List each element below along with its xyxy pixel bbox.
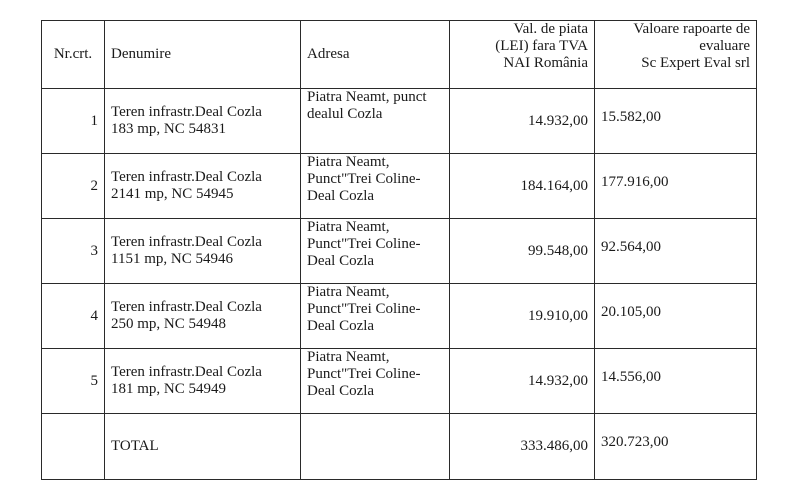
row-valoare-rapoarte [595,89,757,154]
table-row [42,349,757,414]
denumire-line: 1151 mp, NC 54946 [111,251,233,267]
row-denumire [105,154,301,219]
table-row [42,284,757,349]
adresa-line: Punct"Trei Coline- [307,301,421,317]
adresa-line: Piatra Neamt, [307,284,390,300]
denumire-line: 181 mp, NC 54949 [111,381,227,397]
valoare-rapoarte-value: 20.105,00 [601,303,661,320]
header-valoare-rapoarte [595,21,757,89]
denumire-line: 183 mp, NC 54831 [111,121,227,137]
row-denumire [105,349,301,414]
total-label: TOTAL [105,414,301,480]
row-adresa [301,89,450,154]
total-number-cell [42,414,105,480]
header-valoare-rapoarte-line: Valoare rapoarte de [633,21,750,37]
row-valoare-rapoarte [595,154,757,219]
row-adresa [301,349,450,414]
adresa-line: Punct"Trei Coline- [307,171,421,187]
denumire-line: Teren infrastr.Deal Cozla [111,234,262,250]
adresa-line: Deal Cozla [307,383,375,399]
header-adresa: Adresa [301,21,450,89]
adresa-line: dealul Cozla [307,106,383,122]
header-val-piata [450,21,595,89]
denumire-line: Teren infrastr.Deal Cozla [111,169,262,185]
row-denumire [105,89,301,154]
adresa-line: Punct"Trei Coline- [307,236,421,252]
adresa-line: Piatra Neamt, [307,154,390,170]
adresa-line: Deal Cozla [307,318,375,334]
header-valoare-rapoarte-line: Sc Expert Eval srl [641,55,750,71]
row-number: 3 [42,219,105,284]
adresa-line: Punct"Trei Coline- [307,366,421,382]
total-valoare-rapoarte [595,414,757,480]
valoare-rapoarte-value: 92.564,00 [601,238,661,255]
header-nr: Nr.crt. [42,21,105,89]
row-number: 1 [42,89,105,154]
row-valoare-rapoarte [595,284,757,349]
row-denumire [105,219,301,284]
adresa-line: Deal Cozla [307,188,375,204]
adresa-line: Piatra Neamt, punct [307,89,427,105]
header-val-piata-line: (LEI) fara TVA [495,38,588,54]
table-row [42,154,757,219]
valoare-rapoarte-value: 15.582,00 [601,108,661,125]
adresa-line: Piatra Neamt, [307,219,390,235]
row-adresa [301,219,450,284]
row-adresa [301,154,450,219]
row-valoare-rapoarte [595,219,757,284]
row-val-piata: 99.548,00 [450,219,595,284]
total-val-piata: 333.486,00 [450,414,595,480]
total-adresa-cell [301,414,450,480]
table-row [42,89,757,154]
header-denumire: Denumire [105,21,301,89]
denumire-line: Teren infrastr.Deal Cozla [111,299,262,315]
denumire-line: Teren infrastr.Deal Cozla [111,364,262,380]
row-number: 2 [42,154,105,219]
row-val-piata: 14.932,00 [450,349,595,414]
row-valoare-rapoarte [595,349,757,414]
adresa-line: Piatra Neamt, [307,349,390,365]
total-valoare-rapoarte-value: 320.723,00 [601,434,669,450]
row-val-piata: 14.932,00 [450,89,595,154]
row-val-piata: 19.910,00 [450,284,595,349]
header-val-piata-line: NAI România [503,55,588,71]
denumire-line: 250 mp, NC 54948 [111,316,227,332]
header-val-piata-line: Val. de piata [513,21,588,37]
row-number: 4 [42,284,105,349]
valuation-table [41,20,757,480]
valoare-rapoarte-value: 14.556,00 [601,368,661,385]
denumire-line: 2141 mp, NC 54945 [111,186,234,202]
row-val-piata: 184.164,00 [450,154,595,219]
adresa-line: Deal Cozla [307,253,375,269]
row-adresa [301,284,450,349]
header-valoare-rapoarte-line: evaluare [699,38,750,54]
table-row [42,219,757,284]
row-number: 5 [42,349,105,414]
valoare-rapoarte-value: 177.916,00 [601,173,669,190]
denumire-line: Teren infrastr.Deal Cozla [111,104,262,120]
row-denumire [105,284,301,349]
header-row [42,21,757,89]
total-row [42,414,757,480]
